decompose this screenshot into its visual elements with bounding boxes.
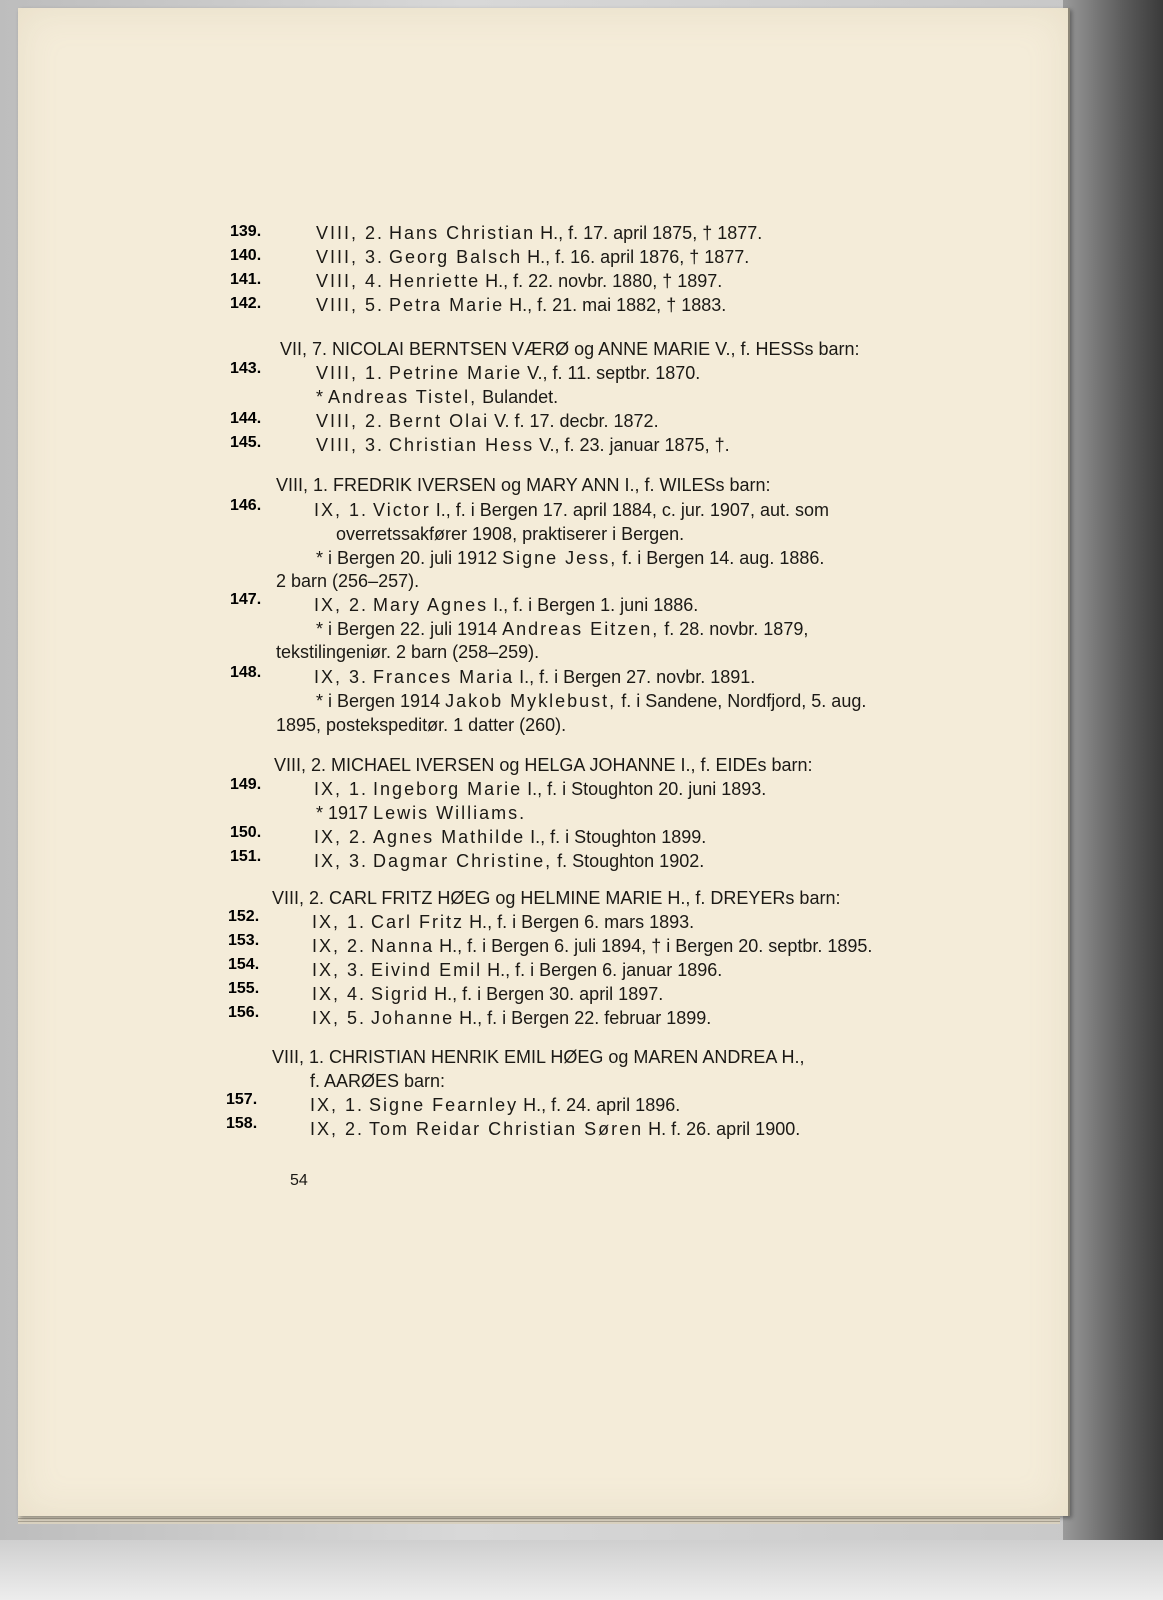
entry-152: IX, 1. Carl Fritz H., f. i Bergen 6. mars 1893.	[312, 912, 695, 932]
entry-number: 147.	[230, 591, 262, 608]
entry-157: IX, 1. Signe Fearnley H., f. 24. april 1896.	[310, 1095, 681, 1115]
entry-number: 156.	[228, 1004, 260, 1021]
entry-155: IX, 4. Sigrid H., f. i Bergen 30. april 1897.	[312, 984, 664, 1004]
entry-number: 143.	[230, 360, 262, 377]
entry-number: 139.	[230, 223, 262, 240]
entry-146: IX, 1. Victor I., f. i Bergen 17. april 1884, c. jur. 1907, aut. som	[314, 500, 829, 520]
entry-name: Hans Christian	[389, 223, 536, 243]
entry-number: 146.	[230, 497, 262, 514]
entry-149-spouse: * 1917 Lewis Williams.	[316, 803, 527, 823]
family-header-christian-hoeg-cont: f. AARØES barn:	[310, 1071, 446, 1091]
entry-156: IX, 5. Johanne H., f. i Bergen 22. februar 1899.	[312, 1008, 712, 1028]
entry-number: 149.	[230, 776, 262, 793]
entry-153: IX, 2. Nanna H., f. i Bergen 6. juli 1894, † i Bergen 20. septbr. 1895.	[312, 936, 873, 956]
entry-number: 158.	[226, 1115, 258, 1132]
entry-142: VIII, 5. Petra Marie H., f. 21. mai 1882, † 1883.	[316, 295, 727, 315]
page-number: 54	[290, 1172, 308, 1189]
entry-number: 140.	[230, 247, 262, 264]
entry-143: VIII, 1. Petrine Marie V., f. 11. septbr. 1870.	[316, 363, 701, 383]
entry-number: 152.	[228, 908, 260, 925]
entry-number: 144.	[230, 410, 262, 427]
entry-details: H., f. 17. april 1875, † 1877.	[540, 223, 763, 243]
entry-158: IX, 2. Tom Reidar Christian Søren H. f. 26. april 1900.	[310, 1119, 801, 1139]
entry-number: 151.	[230, 848, 262, 865]
entry-154: IX, 3. Eivind Emil H., f. i Bergen 6. januar 1896.	[312, 960, 723, 980]
entry-141: VIII, 4. Henriette H., f. 22. novbr. 1880, † 1897.	[316, 271, 723, 291]
entry-147: IX, 2. Mary Agnes I., f. i Bergen 1. juni 1886.	[314, 595, 699, 615]
entry-149: IX, 1. Ingeborg Marie I., f. i Stoughton 20. juni 1893.	[314, 779, 767, 799]
entry-number: 150.	[230, 824, 262, 841]
entry-number: 154.	[228, 956, 260, 973]
entry-147-spouse: * i Bergen 22. juli 1914 Andreas Eitzen, f. 28. novbr. 1879,	[316, 619, 809, 639]
entry-144: VIII, 2. Bernt Olai V. f. 17. decbr. 1872.	[316, 411, 659, 431]
entry-number: 157.	[226, 1091, 258, 1108]
family-header-christian-hoeg: VIII, 1. CHRISTIAN HENRIK EMIL HØEG og MAREN ANDREA H.,	[272, 1047, 805, 1067]
entry-number: 142.	[230, 295, 262, 312]
entry-148-spouse: * i Bergen 1914 Jakob Myklebust, f. i Sandene, Nordfjord, 5. aug.	[316, 691, 867, 711]
scanner-shadow	[1063, 0, 1163, 1600]
entry-143-spouse: * Andreas Tistel, Bulandet.	[316, 387, 559, 407]
entry-140: VIII, 3. Georg Balsch H., f. 16. april 1876, † 1877.	[316, 247, 750, 267]
entry-number: 153.	[228, 932, 260, 949]
entry-146-spouse: * i Bergen 20. juli 1912 Signe Jess, f. i Bergen 14. aug. 1886.	[316, 548, 825, 568]
family-header-vaero: VII, 7. NICOLAI BERNTSEN VÆRØ og ANNE MARIE V., f. HESSs barn:	[280, 339, 860, 359]
entry-146-children: 2 barn (256–257).	[276, 571, 420, 591]
page-stack-edge	[18, 1516, 1060, 1524]
entry-145: VIII, 3. Christian Hess V., f. 23. januar 1875, †.	[316, 435, 730, 455]
entry-number: 145.	[230, 434, 262, 451]
entry-146-continuation: overretssakfører 1908, praktiserer i Bergen.	[336, 524, 685, 544]
book-page	[18, 8, 1070, 1516]
entry-number: 141.	[230, 271, 262, 288]
entry-number: 148.	[230, 664, 262, 681]
entry-number: 155.	[228, 980, 260, 997]
family-header-michael-iversen: VIII, 2. MICHAEL IVERSEN og HELGA JOHANNE I., f. EIDEs barn:	[274, 755, 813, 775]
family-header-carl-fritz-hoeg: VIII, 2. CARL FRITZ HØEG og HELMINE MARIE H., f. DREYERs barn:	[272, 888, 841, 908]
entry-147-children: tekstilingeniør. 2 barn (258–259).	[276, 642, 540, 662]
family-header-fredrik-iversen: VIII, 1. FREDRIK IVERSEN og MARY ANN I., f. WILESs barn:	[276, 475, 771, 495]
entry-139	[316, 222, 762, 244]
entry-150: IX, 2. Agnes Mathilde I., f. i Stoughton 1899.	[314, 827, 707, 847]
entry-generation: VIII, 2.	[316, 223, 385, 243]
entry-151: IX, 3. Dagmar Christine, f. Stoughton 1902.	[314, 851, 705, 871]
entry-148: IX, 3. Frances Maria I., f. i Bergen 27. novbr. 1891.	[314, 667, 756, 687]
scanner-bed	[0, 1540, 1163, 1600]
entry-148-children: 1895, postekspeditør. 1 datter (260).	[276, 715, 567, 735]
